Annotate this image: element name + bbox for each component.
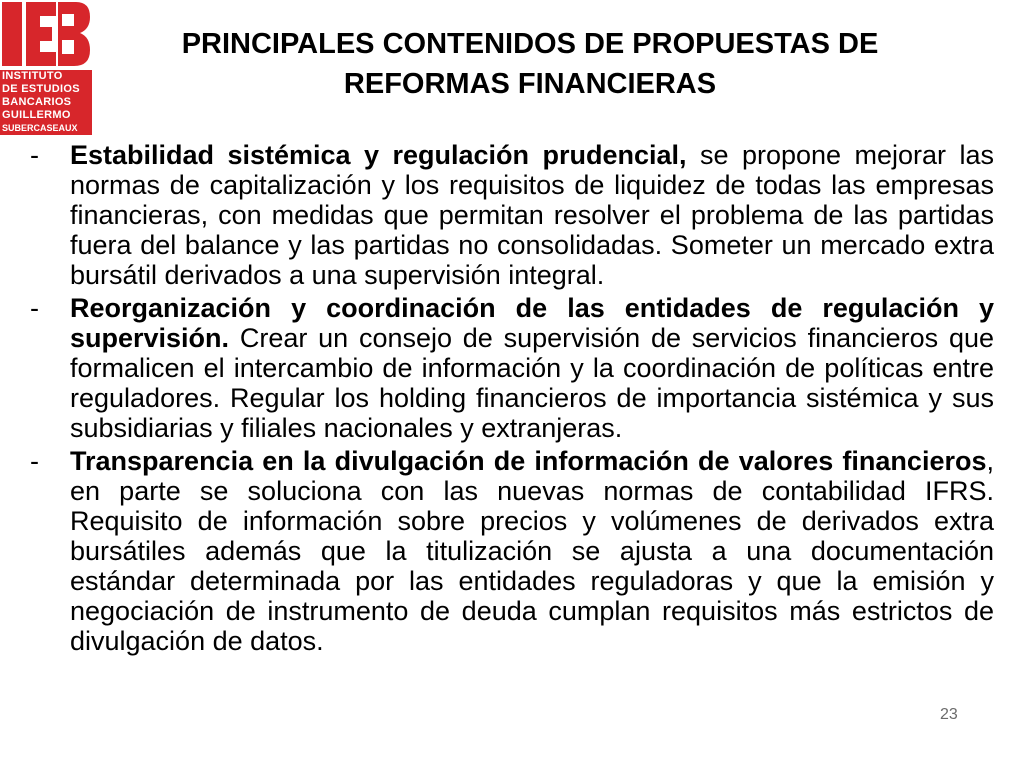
logo-line: BANCARIOS bbox=[0, 96, 92, 109]
list-item-heading: Reorganización y coordinación de las entidades de regulación y supervisión. bbox=[70, 293, 994, 353]
logo-text bbox=[0, 70, 92, 135]
list-item-text bbox=[70, 293, 994, 443]
slide-title-line-2: REFORMAS FINANCIERAS bbox=[343, 68, 717, 100]
logo-line: INSTITUTO bbox=[0, 70, 92, 83]
list-item-body: se propone mejorar las normas de capitalización y los requisitos de liquidez de todas las empresas financieras, con medidas que permitan resolver el problema de las partidas fuera del balance y las partidas no consolidadas. Someter un mercado extra bursátil derivados a una supervisión integral. bbox=[70, 140, 994, 290]
institute-logo bbox=[0, 0, 92, 138]
logo-line: GUILLERMO bbox=[0, 109, 92, 122]
list-item bbox=[30, 446, 994, 656]
slide-title-line-1: PRINCIPALES CONTENIDOS DE PROPUESTAS DE bbox=[181, 28, 879, 60]
page-number: 23 bbox=[940, 706, 958, 723]
slide-title bbox=[100, 24, 960, 104]
logo-line: DE ESTUDIOS bbox=[0, 83, 92, 96]
list-item-text bbox=[70, 446, 994, 656]
bullet-list bbox=[30, 140, 994, 659]
logo-line: SUBERCASEAUX bbox=[0, 122, 92, 135]
ieb-logo-mark bbox=[0, 0, 92, 68]
list-item-heading: Transparencia en la divulgación de información de valores financieros bbox=[70, 446, 987, 476]
bullet-dash: - bbox=[30, 140, 39, 170]
list-item-body: , en parte se soluciona con las nuevas normas de contabilidad IFRS. Requisito de información sobre precios y volúmenes de derivados extra bursátiles además que la titulización se ajusta a una documentación estándar determinada por las entidades reguladoras y que la emisión y negociación de instrumento de deuda cumplan requisitos más estrictos de divulgación de datos. bbox=[70, 446, 994, 656]
bullet-dash: - bbox=[30, 293, 39, 323]
list-item-text bbox=[70, 140, 994, 290]
list-item-heading: Estabilidad sistémica y regulación prudencial, bbox=[70, 140, 687, 170]
list-item-body: Crear un consejo de supervisión de servicios financieros que formalicen el intercambio de información y la coordinación de políticas entre reguladores. Regular los holding financieros de importancia sistémica y sus subsidiarias y filiales nacionales y extranjeras. bbox=[70, 323, 994, 443]
list-item bbox=[30, 140, 994, 290]
list-item bbox=[30, 293, 994, 443]
bullet-dash: - bbox=[30, 446, 39, 476]
